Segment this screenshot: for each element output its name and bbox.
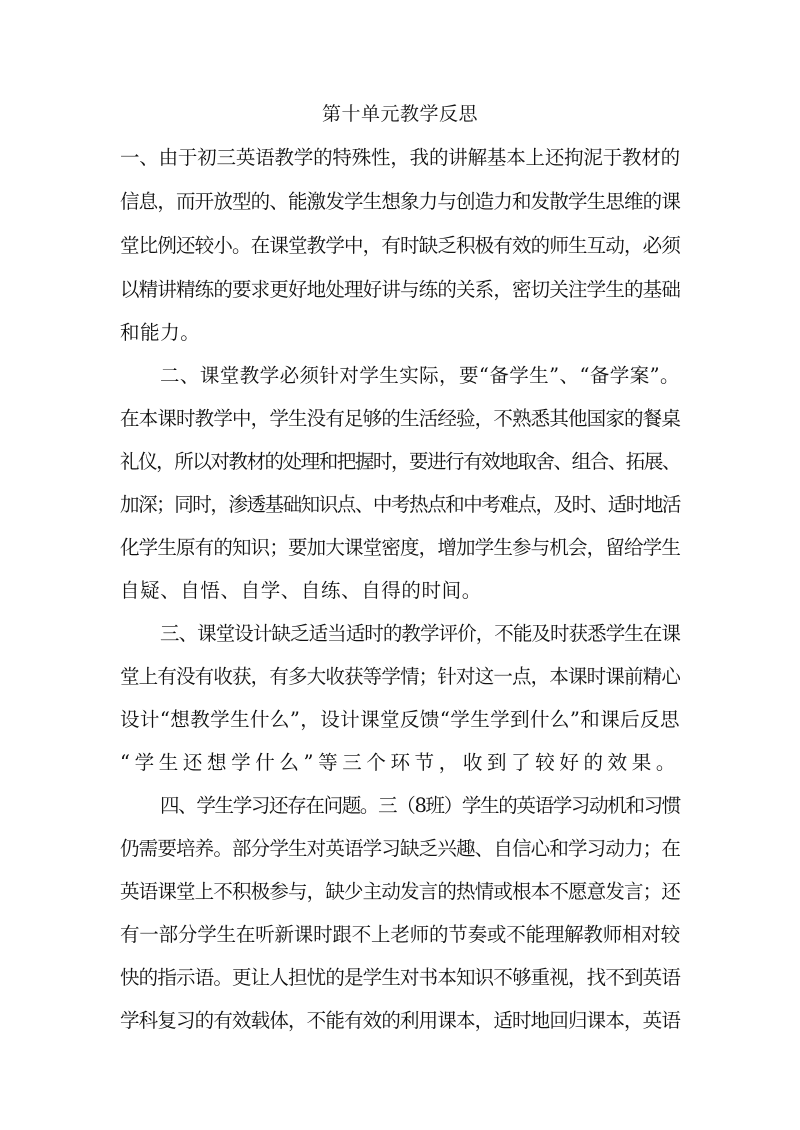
text-line: 四、学生学习还存在问题。三（8班）学生的英语学习动机和习惯 <box>160 794 680 817</box>
text-line: 信息，而开放型的、能激发学生想象力与创造力和发散学生思维的课 <box>120 190 680 213</box>
text-line: 堂比例还较小。在课堂教学中，有时缺乏积极有效的师生互动，必须 <box>120 234 680 257</box>
text-line: 在本课时教学中，学生没有足够的生活经验，不熟悉其他国家的餐桌 <box>120 407 680 430</box>
text-line: 三、课堂设计缺乏适当适时的教学评价，不能及时获悉学生在课 <box>160 622 680 645</box>
text-line: 堂上有没有收获，有多大收获等学情；针对这一点，本课时课前精心 <box>120 665 680 688</box>
text-line: 仍需要培养。部分学生对英语学习缺乏兴趣、自信心和学习动力；在 <box>120 837 680 860</box>
text-line: 和能力。 <box>120 321 201 344</box>
text-line: 英语课堂上不积极参与，缺少主动发言的热情或根本不愿意发言；还 <box>120 880 680 903</box>
text-line: 自疑、自悟、自学、自练、自得的时间。 <box>120 579 482 602</box>
text-line: 学科复习的有效载体，不能有效的利用课本，适时地回归课本，英语 <box>120 1009 680 1032</box>
text-line: 有一部分学生在听新课时跟不上老师的节奏或不能理解教师相对较 <box>120 923 680 946</box>
text-line: 二、课堂教学必须针对学生实际，要“备学生”、“备学案”。 <box>160 364 680 387</box>
text-line: 礼仪，所以对教材的处理和把握时，要进行有效地取舍、组合、拓展、 <box>120 450 680 473</box>
text-line: 化学生原有的知识；要加大课堂密度，增加学生参与机会，留给学生 <box>120 536 680 559</box>
text-line: 一、由于初三英语教学的特殊性，我的讲解基本上还拘泥于教材的 <box>120 146 680 169</box>
text-line: 快的指示语。更让人担忧的是学生对书本知识不够重视，找不到英语 <box>120 966 680 989</box>
text-line: 设计“想教学生什么”，设计课堂反馈“学生学到什么”和课后反思 <box>120 708 680 731</box>
text-line: 加深；同时，渗透基础知识点、中考热点和中考难点，及时、适时地活 <box>120 493 680 516</box>
document-title: 第十单元教学反思 <box>321 103 478 125</box>
text-line: “学生还想学什么”等三个环节，收到了较好的效果。 <box>120 751 680 774</box>
text-line: 以精讲精练的要求更好地处理好讲与练的关系，密切关注学生的基础 <box>120 278 680 301</box>
